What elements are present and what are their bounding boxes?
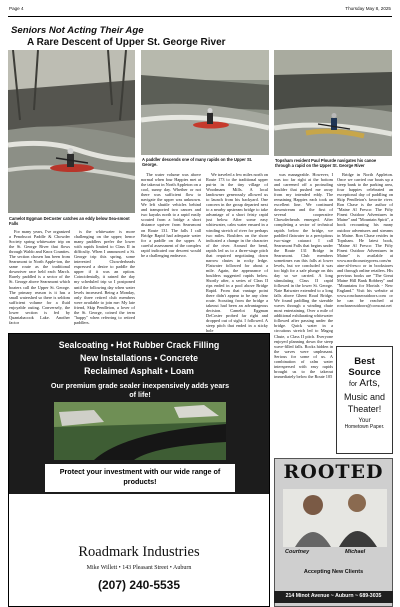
article-column-2: is the whitewater is more challenging on the upper; hence many paddlers prefer the lower with rapids limited to Class II in difficulty. When I announced a St. George trip this spring, some interested Chowderheads expressed a desire to paddle the upper if it was an option. Coincidentally, it rained the day my scheduled trip so I postponed until the following day when water levels increased. Being a Monday, only three retired club members were available to join me: My late friend, Skip Pendleton, a lover of the St. George, coined the term "happy" when referring to retired paddlers.	[74, 229, 135, 325]
right-photo-caption: Topsham resident Paul Plourde navigates his canoe through a rapid on the Upper St. George River	[275, 158, 377, 168]
company-phone: (207) 240-5535	[97, 578, 181, 592]
name-michael: Michael	[345, 549, 366, 555]
middle-photo-caption: A paddler descends one of many rapids on the Upper St. George.	[142, 157, 253, 167]
music-label: Music and	[343, 392, 386, 402]
company-name: Roadmark Industries	[78, 544, 200, 560]
kicker: Seniors Not Acting Their Age	[11, 25, 144, 36]
premium-text: Our premium grade sealer inexpensively adds years of life!	[50, 381, 230, 399]
protect-text: Protect your investment with our wide range of products!	[59, 467, 221, 486]
rooted-ad	[274, 458, 393, 607]
ad-line-2: New Installations • Concrete	[80, 353, 198, 363]
article-column-6: Bridge in North Appleton. Once we carried our boats up a steep bank to the parking area, four happies celebrated an exceptional day of paddling on Skip Pendleton's favorite river. Ron Chase is the author of "Maine Al Fresco: The Fifty Finest Outdoor Adventures in Maine" and "Mountain Spirit", a book recounting his many outdoor adventures and streams in Maine. Ron Chase resides in Topsham. He latest book, "Maine Al Fresco: The Fifty Finest Outdoor Adventures in Maine" is available at www.northcountrypress.com/maine-al-fresco or in bookstores and through online retailers. His previous books are "The Great Maine Hill Bank Robbery" and "Mountains for Mortals - New England." Visit his website at www.ronchaseoutdoors.com or he can be reached at ronchaseoutdoors@comcast.net	[337, 172, 393, 309]
for-arts-line: for Arts,	[349, 378, 380, 389]
article-column-4: We traveled a few miles north on Route 173 to the traditional upper put-in in the tiny village of Woodmans Mills. A local landowner generously allowed us to launch from his backyard. One concern in the group departed next to a nearby upstream bridge to take advantage of a short feisty rapid just below. After some easy whitewater, calm water ensued in a winding stretch of river for perhaps two miles. Boulders on the shore indicated a change in the character of the river. Around the bend, rapids led us to a three-stage pitch that required negotiating down narrow chutes in rocky ledge. Flatwater followed for about a mile. Again, the appearance of boulders suggested rapids below. Shortly after, a series of Class II rips ended in a pool above Bridge Rapid. From that vantage point there didn't appear to be any clear route. Scouting from the bridge a takeout had been an advantageous decision. Camelot Eggman DeCoster probed far right and dropped out of sight. I followed. A steep pitch that ended in a sticky hole	[206, 172, 268, 334]
name-courtney: Courtney	[285, 549, 310, 555]
best-source-ad	[336, 346, 393, 454]
stylist-photo	[283, 489, 387, 547]
source-label: Source	[348, 367, 381, 378]
article-column-5: was manageable. However, I was too far right at the bottom and careened off a protruding boulder that pushed me away from my intended eddy. The remaining Happies each took an excellent line. We continued downstream and the first of several cooperative Chowderheads emerged. After completing a sector of technical rapids below the bridge, we paddled flatwater to a precipitous two-stage cataract I call Searsmont Falls that begins under the Route 131 Bridge in Searsmont. Club members sometimes run this falls at lower levels, but we concluded it was too high for a safe plunge on this day so we carried. A long stimulating Class II rapid followed in the lower St. George. Nate Batwater extended to a long falls above Ghent Road Bridge. We found paddling the sizeable waves through a winding chute most entertaining. Over a mile of additional exhilarating whitewater followed after passing under the bridge. Quick water in a circuitous stretch led to Magog Chute, a Class II pitch. Everyone enjoyed planning down the steep wave-filled falls. Rocks hidden in the waves were unpleasant. Serious for some of us. A combination of calm water interspersed with easy rapids brought us to the takeout immediately below the Route 105	[274, 172, 333, 379]
header-rule	[8, 16, 392, 17]
rooted-tagline: Accepting New Clients	[303, 569, 364, 575]
driveway-photo	[54, 402, 226, 460]
article-column-1: For many years, I've organized a Penobscot Paddle & Chowder Society spring whitewater trip on the St. George River that flows through Waldo and Knox Counties. The section chosen has been from Searsmont to North Apple-ton, the same route as the traditional downriver race held each March. Rarely paddled is a sector of the St. George above Searsmont which boaters call the Upper St. George. The primary reason is it has a small watershed so there is seldom sufficient volume for a fluid enjoyable outing. Conversely, the lower section is fed by Quantabacook Lake. Another factor	[9, 229, 70, 325]
middle-photo	[141, 50, 269, 155]
main-photo-caption: Camelot Eggman DeCoster catches an eddy below Sea-smoot Falls	[9, 216, 130, 226]
article-column-3: The water volume was above normal when four Happies met at the takeout in North Appleton on a cool, sunny day. Whether or not there was sufficient flow to navigate the upper was unknown. We left shuttle vehicles behind and transported two canoes and two kayaks north to a rapid easily scouted from a bridge a short distance upriver from Searsmont on Route 131. The falls I call Bridge Rapid had adequate water for a paddle on the upper. A careful assessment of the complex rapid indicated our descent would be a challenging endeavor.	[141, 172, 201, 258]
sealcoating-ad	[8, 333, 270, 607]
ad-line-3: Reclaimed Asphalt • Loam	[84, 366, 194, 376]
ad-line-1: Sealcoating • Hot Rubber Crack Filling	[58, 340, 220, 350]
best-label: Best	[354, 356, 375, 367]
main-photo	[8, 50, 135, 213]
right-photo	[274, 50, 392, 156]
rooted-title: ROOTED	[283, 461, 384, 483]
company-address: Mike Willett • 143 Pleasant Street • Auburn	[86, 565, 192, 571]
page-number: Page 4	[9, 6, 24, 11]
hometown-label: Hometown Paper.	[344, 424, 385, 430]
your-label: Your	[358, 418, 371, 424]
issue-date: Thursday May 8, 2025	[345, 6, 391, 11]
theater-label: Theater!	[347, 404, 382, 414]
headline: A Rare Descent of Upper St. George River	[27, 37, 226, 48]
rooted-address: 214 Minot Avenue ~ Auburn ~ 689-3035	[285, 593, 382, 599]
